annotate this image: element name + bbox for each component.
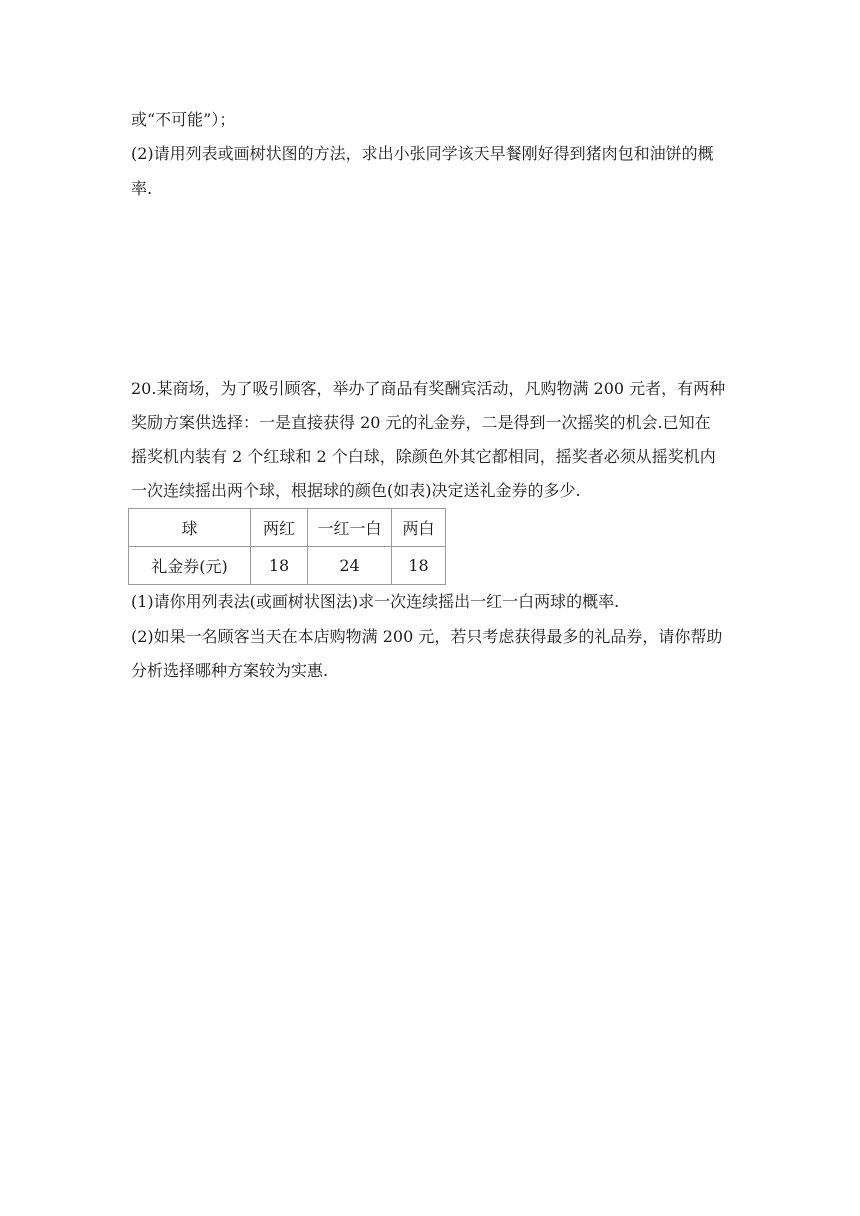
prev-question-part2-line2: 率.: [131, 179, 153, 198]
question20-part2-line2: 分析选择哪种方案较为实惠.: [131, 661, 329, 680]
table-row: [129, 509, 446, 547]
table-row: [129, 547, 446, 585]
question20-line2: 奖励方案供选择：一是直接获得 20 元的礼金券，二是得到一次摇奖的机会.已知在: [131, 413, 711, 432]
table-cell: 18: [392, 547, 446, 585]
table-cell: 球: [129, 509, 251, 547]
table-cell: 礼金券(元): [129, 547, 251, 585]
question20-line1: 20.某商场，为了吸引顾客，举办了商品有奖酬宾活动，凡购物满 200 元者，有两种: [131, 379, 726, 398]
table-cell: 18: [251, 547, 308, 585]
question20-part1: (1)请你用列表法(或画树状图法)求一次连续摇出一红一白两球的概率.: [131, 592, 620, 611]
prev-question-line-tail: 或“不可能”）；: [131, 110, 236, 129]
question20-line4: 一次连续摇出两个球，根据球的颜色(如表)决定送礼金券的多少.: [131, 481, 581, 500]
table-cell: 两白: [392, 509, 446, 547]
table-cell: 两红: [251, 509, 308, 547]
question20-line3: 摇奖机内装有 2 个红球和 2 个白球，除颜色外其它都相同，摇奖者必须从摇奖机内: [131, 447, 716, 466]
prev-question-part2-line1: (2)请用列表或画树状图的方法，求出小张同学该天早餐刚好得到猪肉包和油饼的概: [131, 144, 714, 163]
coupon-table: [128, 508, 446, 585]
table-cell: 一红一白: [308, 509, 392, 547]
table-cell: 24: [308, 547, 392, 585]
question20-part2-line1: (2)如果一名顾客当天在本店购物满 200 元，若只考虑获得最多的礼品券，请你帮助: [131, 627, 723, 646]
